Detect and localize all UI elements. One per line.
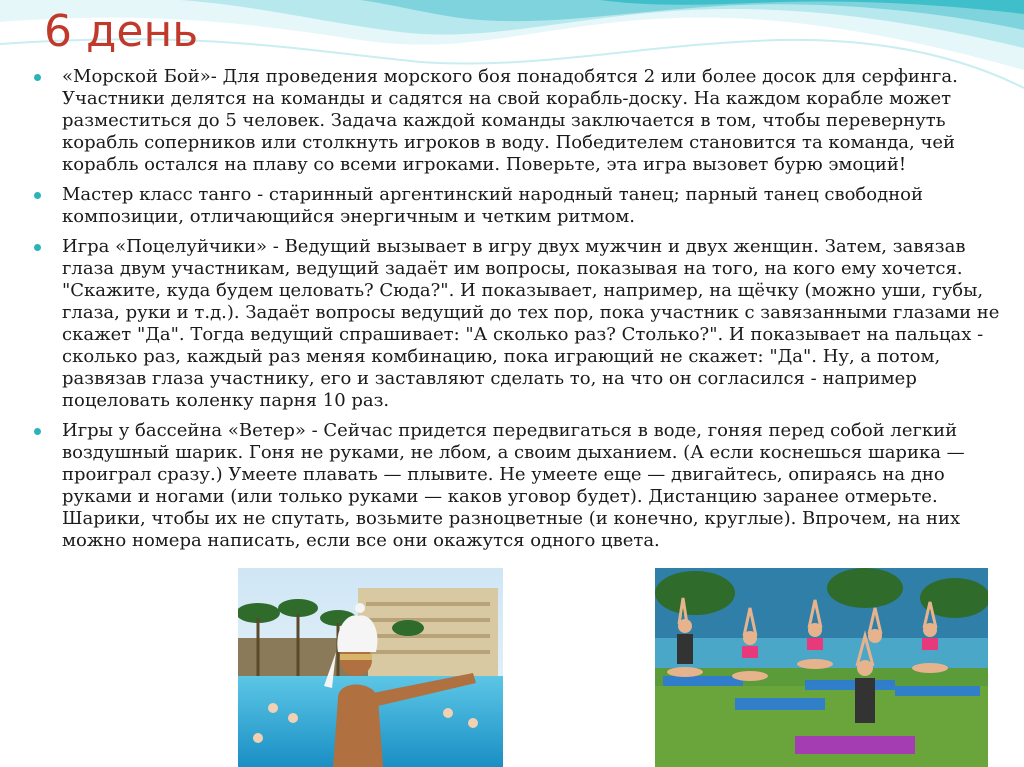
bullet-list	[32, 66, 1000, 560]
bullet-item	[32, 236, 1000, 412]
bullet-dot-icon	[34, 192, 41, 199]
bullet-text: Игры у бассейна «Ветер» - Сейчас придется передвигаться в воде, гоняя перед собой легкий воздушный шарик. Гоня не руками, не лбом, а своим дыханием. (А если коснешься шарика — проиграл сразу.) Умеете плавать — плывите. Не умеете еще — двигайтесь, опираясь на дно руками и ногами (или только руками — каков уговор будет). Дистанцию заранее отмерьте. Шарики, чтобы их не спутать, возьмите разноцветные (и конечно, круглые). Впрочем, на них можно номера написать, если все они окажутся одного цвета.	[62, 420, 965, 551]
bullet-item	[32, 66, 1000, 176]
bullet-dot-icon	[34, 244, 41, 251]
outdoor-yoga-photo	[655, 568, 988, 767]
bullet-dot-icon	[34, 428, 41, 435]
slide-title: 6 день	[44, 6, 199, 57]
bullet-dot-icon	[34, 74, 41, 81]
bullet-item	[32, 420, 1000, 552]
bullet-item	[32, 184, 1000, 228]
pool-animator-photo	[238, 568, 503, 767]
bullet-text: «Морской Бой»- Для проведения морского боя понадобятся 2 или более досок для серфинга. Участники делятся на команды и садятся на свой корабль-доску. На каждом корабле может разместиться до 5 человек. Задача каждой команды заключается в том, чтобы перевернуть корабль соперников или столкнуть игроков в воду. Победителем становится та команда, чей корабль остался на плаву со всеми игроками. Поверьте, эта игра вызовет бурю эмоций!	[62, 66, 958, 175]
bullet-text: Мастер класс танго - старинный аргентинский народный танец; парный танец свободной композиции, отличающийся энергичным и четким ритмом.	[62, 184, 924, 227]
bullet-text: Игра «Поцелуйчики» - Ведущий вызывает в игру двух мужчин и двух женщин. Затем, завязав глаза двум участникам, ведущий задаёт им вопросы, показывая на того, на кого ему хочется. "Скажите, куда будем целовать? Сюда?". И показывает, например, на щёчку (можно уши, губы, глаза, руки и т.д.). Задаёт вопросы ведущий до тех пор, пока участник с завязанными глазами не скажет "Да". Тогда ведущий спрашивает: "А сколько раз? Столько?". И показывает на пальцах - сколько раз, каждый раз меняя комбинацию, пока играющий не скажет: "Да". Ну, а потом, развязав глаза участнику, его и заставляют сделать то, на что он согласился - например поцеловать коленку парня 10 раз.	[62, 236, 1000, 411]
